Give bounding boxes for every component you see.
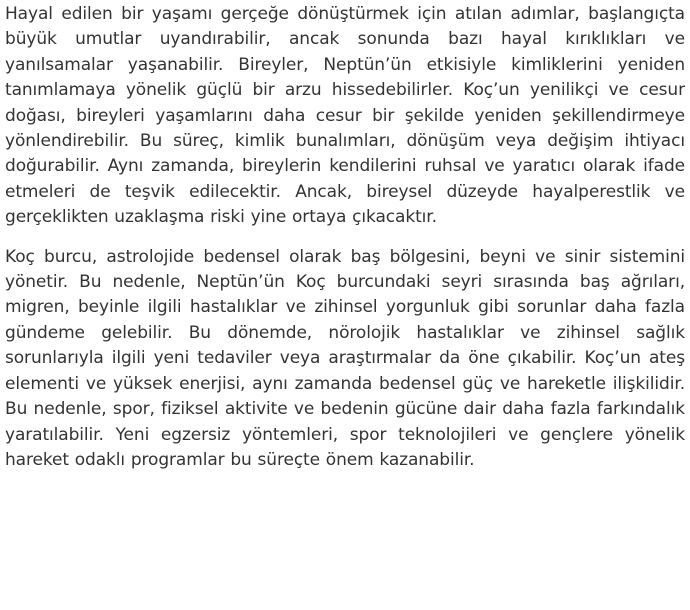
paragraph-1: Hayal edilen bir yaşamı gerçeğe dönüştürmek için atılan adımlar, başlangıçta büyük umutlar uyandırabilir, ancak sonunda bazı hayal kırıklıkları ve yanılsamalar yaşanabilir. Bireyler, Neptün’ün etkisiyle kimliklerini yeniden tanımlamaya yönelik güçlü bir arzu hissedebilirler. Koç’un yenilikçi ve cesur doğası, bireyleri yaşamlarını daha cesur bir şekilde yeniden şekillendirmeye yönlendirebilir. Bu süreç, kimlik bunalımları, dönüşüm veya değişim ihtiyacı doğurabilir. Aynı zamanda, bireylerin kendilerini ruhsal ve yaratıcı olarak ifade etmeleri de teşvik edilecektir. Ancak, bireysel düzeyde hayalperestlik ve gerçeklikten uzaklaşma riski yine ortaya çıkacaktır.	[5, 4, 685, 228]
paragraph-2: Koç burcu, astrolojide bedensel olarak baş bölgesini, beyni ve sinir sistemini yönetir. Bu nedenle, Neptün’ün Koç burcundaki seyri sırasında baş ağrıları, migren, beyinle ilgili hastalıklar ve zihinsel yorgunluk gibi sorunlar daha fazla gündeme gelebilir. Bu dönemde, nörolojik hastalıklar ve zihinsel sağlık sorunlarıyla ilgili yeni tedaviler veya araştırmalar da öne çıkabilir. Koç’un ateş elementi ve yüksek enerjisi, aynı zamanda bedensel güç ve hareketle ilişkilidir. Bu nedenle, spor, fiziksel aktivite ve bedenin gücüne dair daha fazla farkındalık yaratılabilir. Yeni egzersiz yöntemleri, spor teknolojileri ve gençlere yönelik hareket odaklı programlar bu süreçte önem kazanabilir.	[5, 246, 685, 470]
article-body	[5, 0, 685, 473]
